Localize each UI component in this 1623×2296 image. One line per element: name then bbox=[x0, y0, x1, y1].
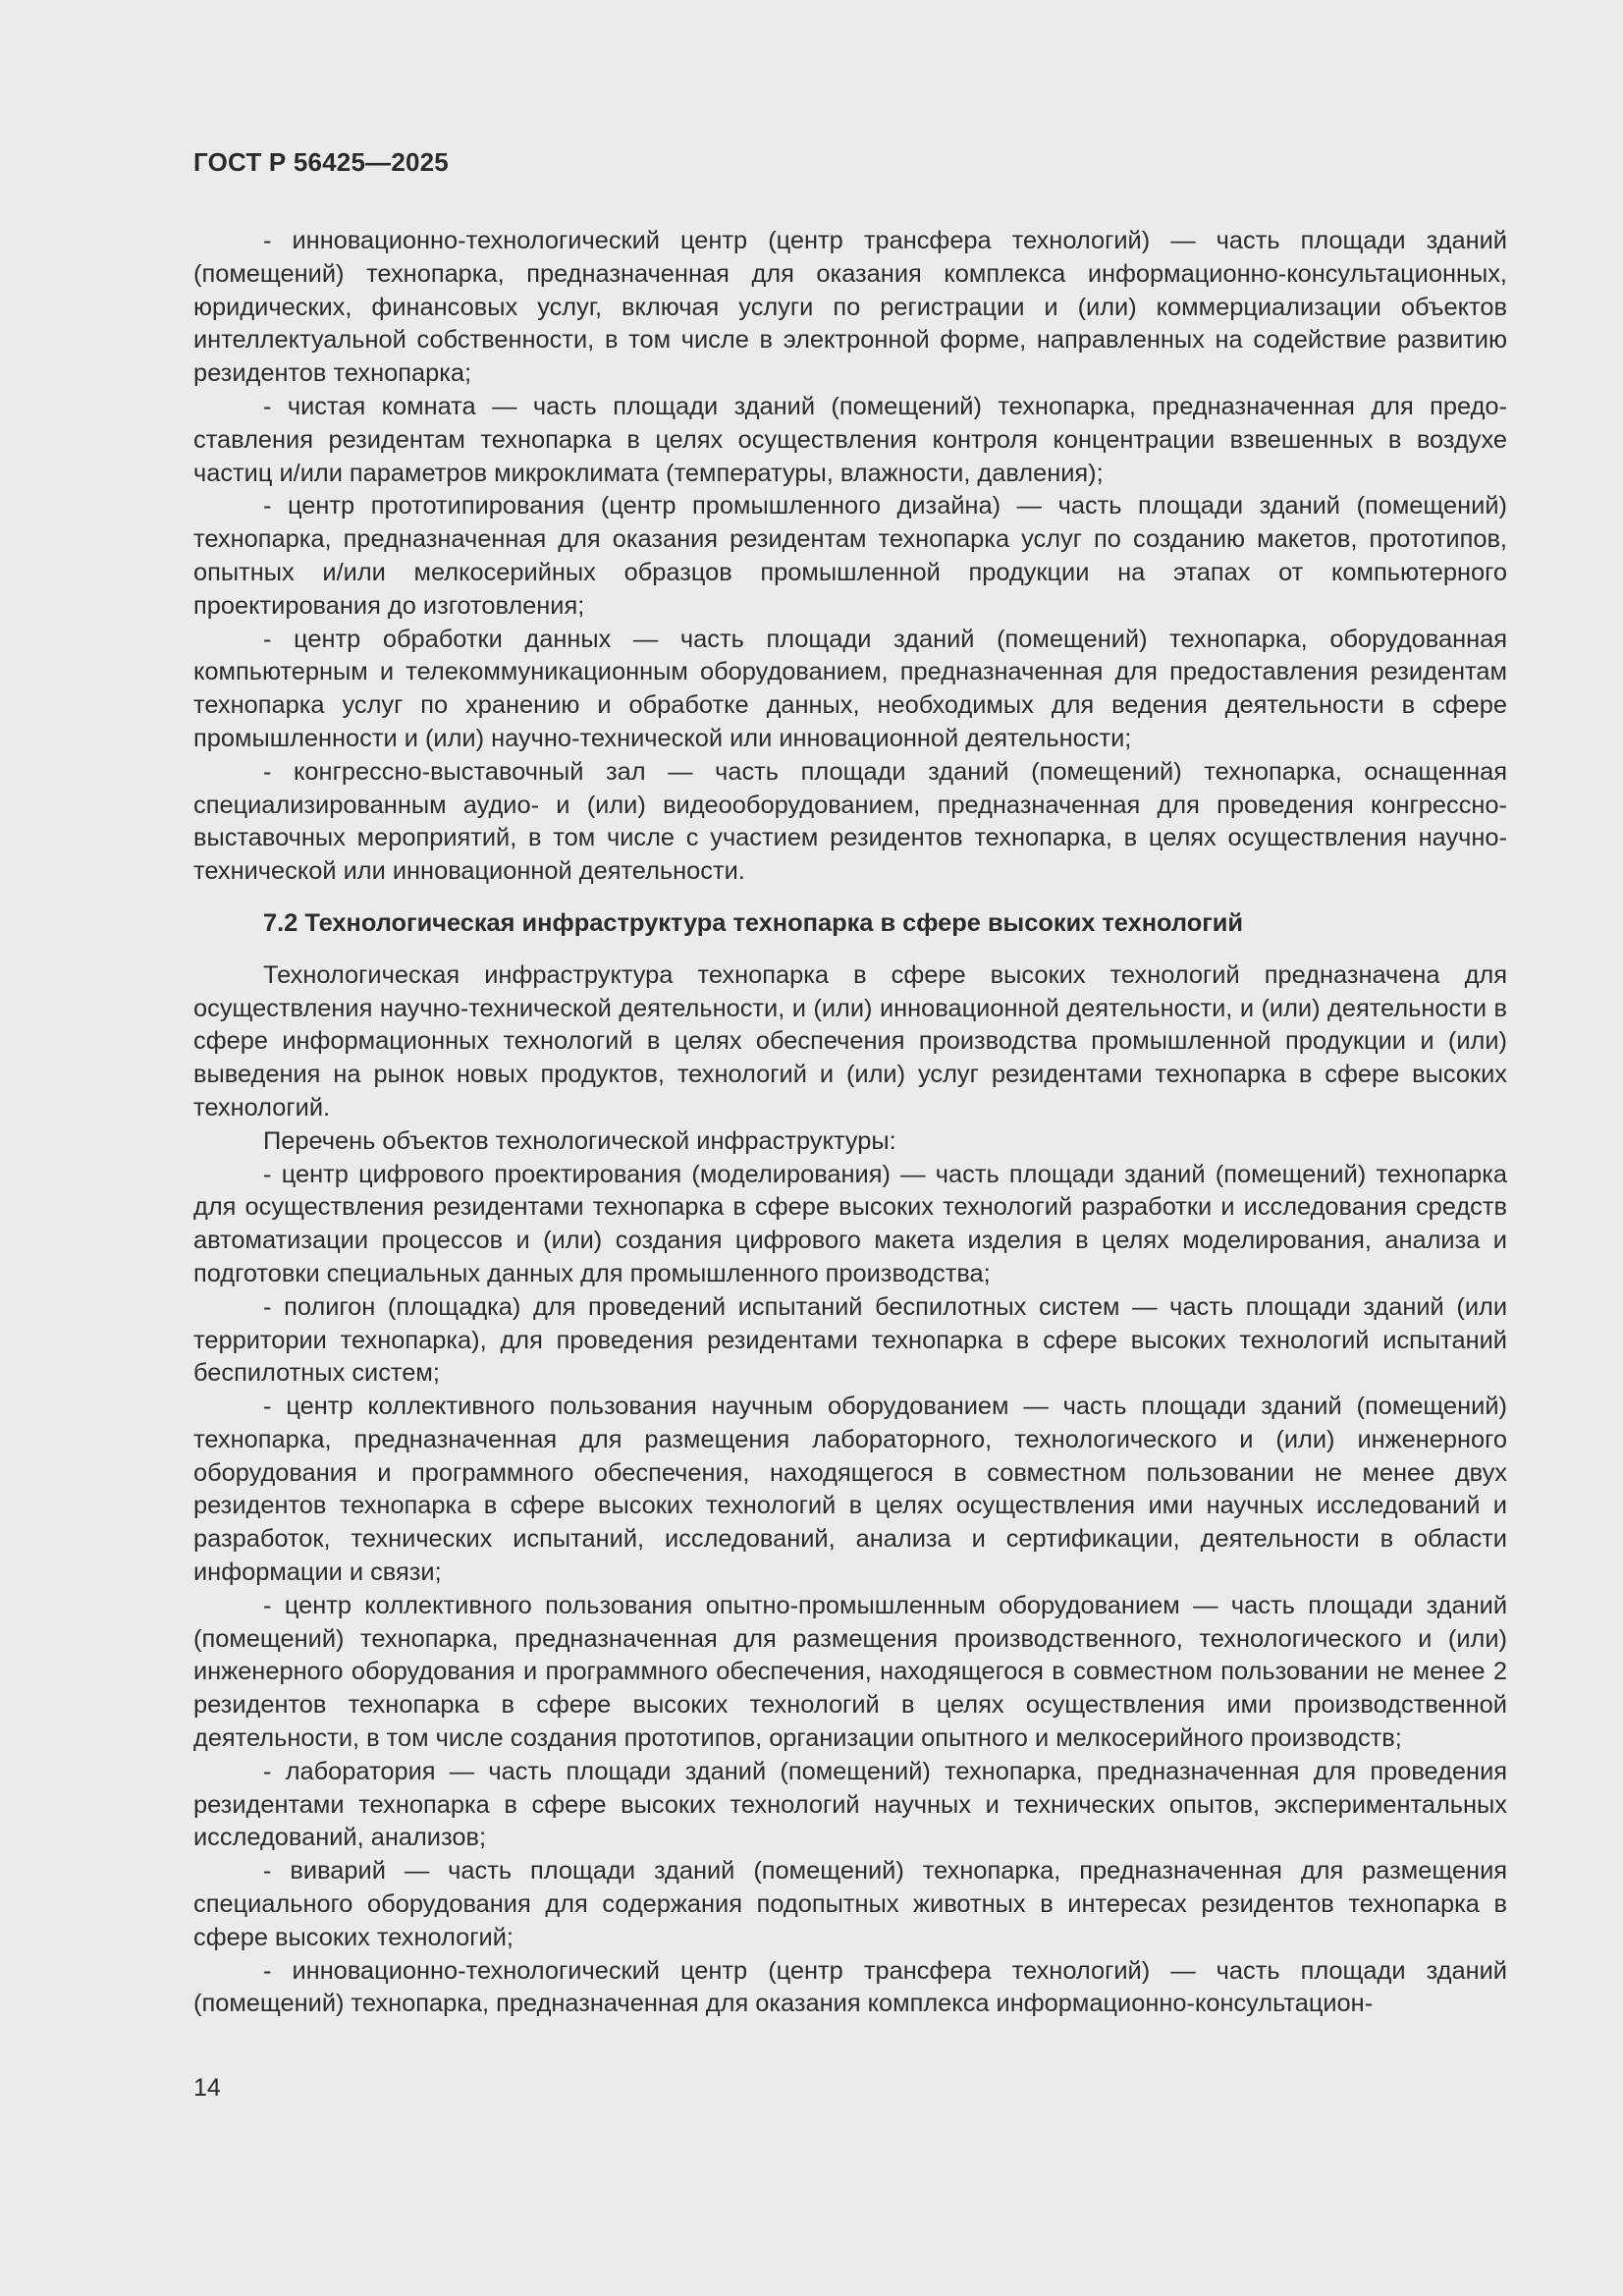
list-item-innovation-center: - инновационно-технологический центр (центр трансфера технологий) — часть площади зданий (помещений) технопарка, предназначенная для оказания комплекса информационно-консультационных, юридических, финансовых услуг, включая услуги по регистрации и (или) коммерциализации объектов интеллектуальной собственности, в том числе в электронной форме, направленных на содействие развитию резидентов технопарка; bbox=[193, 227, 1507, 388]
list-item-vivarium: - виварий — часть площади зданий (помещений) технопарка, предназначенная для размещения специального оборудования для содержания подопытных животных в интересах резидентов технопарка в сфере высоких технологий; bbox=[193, 1857, 1507, 1951]
list-item-congress-hall: - конгрессно-выставочный зал — часть площади зданий (помещений) технопарка, оснащенная специализированным аудио- и (или) видеооборудованием, предназначенная для проведения конгрессно-выставочных мероприятий, в том числе с участием резидентов технопарка, в целях осуществления научно-технической или инновационной деятельности. bbox=[193, 757, 1507, 886]
page-number: 14 bbox=[193, 2074, 221, 2102]
list-item-shared-industrial-equipment: - центр коллективного пользования опытно-промышленным оборудованием — часть площади зданий (помещений) технопарка, предназначенная для размещения производственного, технологического и (или) инженерного оборудования и программного обеспечения, находящегося в совместном пользовании не менее 2 резидентов технопарка в сфере высоких технологий в целях осуществления ими производственной деятельности, в том числе создания прототипов, организации опытного и мелкосерийного производств; bbox=[193, 1591, 1507, 1753]
list-item-laboratory: - лаборатория — часть площади зданий (помещений) технопарка, предназначенная для проведения резидентами технопарка в сфере высоких технологий научных и технических опытов, экспериментальных исследований, анализов; bbox=[193, 1757, 1507, 1852]
list-item-clean-room: - чистая комната — часть площади зданий (помещений) технопарка, предназначенная для предоставления резидентам технопарка в целях осуществления контроля концентрации взвешенных в воздухе частиц и/или параметров микроклимата (температуры, влажности, давления); bbox=[193, 392, 1507, 487]
document-body bbox=[193, 225, 1507, 2021]
list-title: Перечень объектов технологической инфраструктуры: bbox=[263, 1126, 896, 1155]
section-intro-paragraph: Технологическая инфраструктура технопарка в сфере высоких технологий предназначена для осуществления научно-технической деятельности, и (или) инновационной деятельности, и (или) деятельности в сфере информационных технологий в целях обеспечения производства промышленной продукции и (или) выведения на рынок новых продуктов, технологий и (или) услуг резидентами технопарка в сфере высоких технологий. bbox=[193, 960, 1507, 1121]
list-item-digital-design-center: - центр цифрового проектирования (моделирования) — часть площади зданий (помещений) технопарка для осуществления резидентами технопарка в сфере высоких технологий разработки и исследования средств автоматизации процессов и (или) создания цифрового макета изделия в целях моделирования, анализа и подготовки специальных данных для промышленного производства; bbox=[193, 1160, 1507, 1287]
document-header: ГОСТ Р 56425—2025 bbox=[193, 147, 449, 177]
list-item-innovation-center-2: - инновационно-технологический центр (центр трансфера технологий) — часть площади зданий (помещений) технопарка, предназначенная для оказания комплекса информационно-консультацион- bbox=[193, 1956, 1507, 2018]
list-item-drone-test-site: - полигон (площадка) для проведений испытаний беспилотных систем — часть площади зданий (или территории технопарка), для проведения резидентами технопарка в сфере высоких технологий испытаний беспилотных систем; bbox=[193, 1292, 1507, 1388]
list-item-shared-science-equipment: - центр коллективного пользования научным оборудованием — часть площади зданий (помещений) технопарка, предназначенная для размещения лабораторного, технологического и (или) инженерного оборудования и программного обеспечения, находящегося в совместном пользовании не менее двух резидентов технопарка в сфере высоких технологий в целях осуществления ими научных исследований и разработок, технических испытаний, исследований, анализа и сертификации, деятельности в области информации и связи; bbox=[193, 1393, 1507, 1587]
list-item-prototyping-center: - центр прототипирования (центр промышленного дизайна) — часть площади зданий (помещений) технопарка, предназначенная для оказания резидентам технопарка услуг по созданию макетов, прототипов, опытных и/или мелкосерийных образцов промышленной продукции на этапах от компьютерного проектирования до изготовления; bbox=[193, 492, 1507, 620]
list-item-data-center: - центр обработки данных — часть площади зданий (помещений) технопарка, оборудованная компьютерным и телекоммуникационным оборудованием, предназначенная для предоставления резидентам технопарка услуг по хранению и обработке данных, необходимых для ведения деятельности в сфере промышленности и (или) научно-технической или инновационной деятельности; bbox=[193, 625, 1507, 752]
section-heading: 7.2 Технологическая инфраструктура технопарка в сфере высоких технологий bbox=[263, 908, 1244, 937]
